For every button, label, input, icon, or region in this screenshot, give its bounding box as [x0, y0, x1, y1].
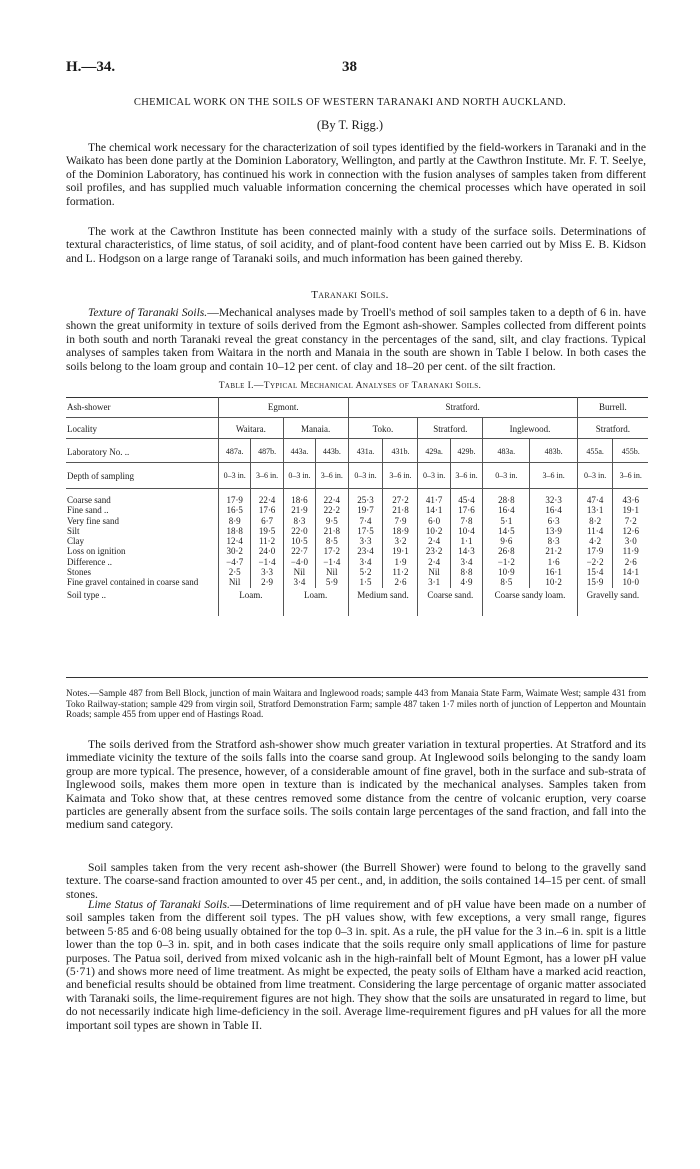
table-cell: 22·4 — [316, 489, 348, 506]
mechanical-analysis-table — [66, 397, 648, 616]
labno-cell: 483b. — [530, 439, 577, 463]
soiltype-cell: Gravelly sand. — [577, 588, 648, 616]
table-cell: 17·6 — [450, 505, 482, 515]
report-reference: H.—34. — [66, 59, 116, 75]
table-cell: 22·7 — [283, 546, 315, 556]
labno-cell: 443b. — [316, 439, 348, 463]
table-cell: 2·6 — [613, 557, 648, 567]
table-cell: 21·8 — [316, 526, 348, 536]
depth-cell: 3–6 in. — [251, 463, 283, 489]
table-cell: 10·2 — [530, 577, 577, 587]
texture-text: —Mechanical analyses made by Troell's method of soil samples taken to a depth of 6 in. have shown the great uniformity in texture of soils derived from the Egmont ash-shower. Samples collected from different points in both south and north Taranaki reveal the great constancy in the percentages of the sand, silt, and clay fractions. Typical analyses of samples taken from Waitara in the north and Manaia in the south are shown in Table I below. In both cases the soils belong to the loam group and contain 10–12 per cent. of clay and 18–20 per cent. of the silt fraction. — [66, 306, 647, 373]
table-cell: 47·4 — [577, 489, 613, 506]
row-label: Silt — [67, 525, 80, 536]
labno-cell: 429a. — [418, 439, 450, 463]
depth-cell: 0–3 in. — [577, 463, 613, 489]
labno-cell: 455b. — [613, 439, 648, 463]
row-label: Very fine sand — [67, 515, 119, 526]
table-cell: 8·5 — [316, 536, 348, 546]
table-cell: 2·6 — [383, 577, 418, 587]
lime-paragraph — [66, 898, 646, 1032]
depth-cell: 0–3 in. — [283, 463, 315, 489]
body-paragraph-2: Soil samples taken from the very recent ash-shower (the Burrell Shower) were found to belong to the gravelly sand texture. The coarse-sand fraction amounted to over 45 per cent., and, in addition, the soils contained 14–15 per cent. of small stones. — [66, 861, 646, 901]
table-cell: 8·3 — [530, 536, 577, 546]
table-cell: 1·1 — [450, 536, 482, 546]
table-cell: 9·5 — [316, 516, 348, 526]
table-cell: −4·7 — [219, 557, 251, 567]
table-cell: 16·5 — [219, 505, 251, 515]
depth-cell: 3–6 in. — [530, 463, 577, 489]
table-cell: 16·1 — [530, 567, 577, 577]
table-caption: Table I.—Typical Mechanical Analyses of Taranaki Soils. — [218, 381, 482, 391]
table-cell: 3·4 — [283, 577, 315, 587]
table-row — [66, 567, 648, 577]
table-cell: 25·3 — [348, 489, 383, 506]
table-cell: 10·4 — [450, 526, 482, 536]
labno-cell: 455a. — [577, 439, 613, 463]
row-label: Clay — [67, 536, 84, 547]
table-cell: 16·4 — [530, 505, 577, 515]
table-cell: 14·3 — [450, 546, 482, 556]
table-cell: 10·0 — [613, 577, 648, 587]
labno-cell: 487a. — [219, 439, 251, 463]
table-cell: 7·9 — [383, 516, 418, 526]
table-cell: 17·5 — [348, 526, 383, 536]
labno-cell: 483a. — [483, 439, 530, 463]
table-cell: 16·4 — [483, 505, 530, 515]
depth-label: Depth of sampling — [67, 471, 134, 481]
lime-text: —Determinations of lime requirement and of pH value have been made on a number of soil samples taken from the different soil types. The pH values show, with few exceptions, a very small range, figures between 5·85 and 6·08 being usually obtained for the top 0–3 in. spit. As a rule, the pH value for the 3 in.–6 in. spit is a little lower than the top 0–3 in. spit, and in both cases indicate that the soils require only small applications of lime for pasture purposes. The Patua soil, derived from mixed volcanic ash in the high-rainfall belt of Mount Egmont, has a lower pH value (5·71) and shows more need of lime treatment. As might be expected, the peaty soils of Eltham have a marked acid reaction, and beneficial results should be obtained from lime treatment. Considering the large percentage of organic matter associated with Taranaki soils, the lime-requirement figures are not high. They show that the soils are unsaturated in regard to lime, but do not necessarily indicate high lime-deficiency in the soil. Average lime-requirement figures and pH values for all the more important soil types are shown in Table II. — [66, 898, 646, 1032]
intro-paragraph-2: The work at the Cawthron Institute has been connected mainly with a study of the surface soils. Determinations of textural characteristics, of lime status, of soil acidity, and of plant-food content have been carried out by Miss E. B. Kidson and L. Hodgson on a large range of Taranaki soils, and much information has been gained thereby. — [66, 225, 646, 265]
table-cell: 8·8 — [450, 567, 482, 577]
table-cell: 1·5 — [348, 577, 383, 587]
texture-paragraph — [66, 306, 646, 373]
table-cell: 19·1 — [613, 505, 648, 515]
table-cell: 4·2 — [577, 536, 613, 546]
table-cell: 11·2 — [251, 536, 283, 546]
table-cell: 23·2 — [418, 546, 450, 556]
locality-cell: Waitara. — [219, 418, 284, 439]
depth-cell: 3–6 in. — [450, 463, 482, 489]
table-cell: 17·6 — [251, 505, 283, 515]
table-cell: −1·2 — [483, 557, 530, 567]
table-cell: 21·8 — [383, 505, 418, 515]
soiltype-cell: Loam. — [283, 588, 348, 616]
table-cell: 41·7 — [418, 489, 450, 506]
table-cell: 7·4 — [348, 516, 383, 526]
table-cell: 7·8 — [450, 516, 482, 526]
table-cell: 8·9 — [219, 516, 251, 526]
table-cell: 10·5 — [283, 536, 315, 546]
table-cell: 18·6 — [283, 489, 315, 506]
table-cell: 19·5 — [251, 526, 283, 536]
locality-cell: Stratford. — [418, 418, 483, 439]
locality-label: Locality — [67, 424, 97, 434]
table-cell: 10·2 — [418, 526, 450, 536]
depth-cell: 3–6 in. — [383, 463, 418, 489]
table-cell: 21·9 — [283, 505, 315, 515]
table-cell: 12·4 — [219, 536, 251, 546]
locality-cell: Inglewood. — [483, 418, 578, 439]
table-cell: 11·4 — [577, 526, 613, 536]
table-cell: Nil — [418, 567, 450, 577]
ash-group-burrell: Burrell. — [577, 398, 648, 418]
table-row — [66, 489, 648, 506]
lab-number-row — [66, 439, 648, 463]
intro-paragraph-1: The chemical work necessary for the characterization of soil types identified by the field-workers in Taranaki and in the Waikato has been done partly at the Dominion Laboratory, Wellington, and partly at the Cawthron Institute. Mr. F. T. Seelye, of the Dominion Laboratory, has continued his work in connection with the fusion analyses of samples taken from different soil profiles, and has supplied much valuable information concerning the chemical processes which have operated in soil formation. — [66, 141, 646, 208]
labno-cell: 443a. — [283, 439, 315, 463]
table-cell: 3·4 — [450, 557, 482, 567]
table-cell: Nil — [283, 567, 315, 577]
table-cell: 3·1 — [418, 577, 450, 587]
soiltype-cell: Medium sand. — [348, 588, 418, 616]
table-cell: 8·2 — [577, 516, 613, 526]
table-cell: 1·9 — [383, 557, 418, 567]
soil-type-row — [66, 588, 648, 616]
table-cell: 3·3 — [251, 567, 283, 577]
depth-cell: 0–3 in. — [219, 463, 251, 489]
table-cell: 14·1 — [418, 505, 450, 515]
table-cell: 13·9 — [530, 526, 577, 536]
table-cell: 3·0 — [613, 536, 648, 546]
table-cell: 43·6 — [613, 489, 648, 506]
texture-heading: Texture of Taranaki Soils. — [88, 306, 208, 319]
table-cell: 6·7 — [251, 516, 283, 526]
table-cell: 11·9 — [613, 546, 648, 556]
ash-group-stratford: Stratford. — [348, 398, 577, 418]
body-paragraph-1: The soils derived from the Stratford ash-shower show much greater variation in textural properties. At Stratford and its immediate vicinity the texture of the soils falls into the coarse sand group. At Inglewood soils belonging to the sandy loam group are more typical. The presence, however, of a considerable amount of fine gravel, both in the surface and sub-strata of Inglewood soils, makes them more open in texture than is indicated by the mechanical analyses. Samples taken from Kaimata and Toko show that, at these centres removed some distance from the centre of volcanic eruption, very coarse particles are generally absent from the surface soils. The soils contain large percentages of the sand fraction, and fall into the medium sand category. — [66, 738, 646, 832]
lime-heading: Lime Status of Taranaki Soils. — [88, 898, 230, 911]
table-cell: 12·6 — [613, 526, 648, 536]
table-row — [66, 505, 648, 515]
table-cell: 10·9 — [483, 567, 530, 577]
depth-row — [66, 463, 648, 489]
table-cell: 6·0 — [418, 516, 450, 526]
depth-cell: 3–6 in. — [613, 463, 648, 489]
table-cell: 3·4 — [348, 557, 383, 567]
table-row — [66, 526, 648, 536]
table-cell: 23·4 — [348, 546, 383, 556]
depth-cell: 0–3 in. — [418, 463, 450, 489]
table-cell: −1·4 — [316, 557, 348, 567]
depth-cell: 0–3 in. — [348, 463, 383, 489]
table-cell: 3·3 — [348, 536, 383, 546]
table-cell: 19·1 — [383, 546, 418, 556]
row-label: Fine gravel contained in coarse sand — [67, 577, 199, 588]
depth-cell: 3–6 in. — [316, 463, 348, 489]
table-cell: 21·2 — [530, 546, 577, 556]
table-cell: 22·0 — [283, 526, 315, 536]
table-row — [66, 577, 648, 587]
table-cell: 18·9 — [383, 526, 418, 536]
table-cell: 8·3 — [283, 516, 315, 526]
row-label: Stones — [67, 567, 92, 578]
table-cell: 24·0 — [251, 546, 283, 556]
table-cell: 15·4 — [577, 567, 613, 577]
table-cell: 8·5 — [483, 577, 530, 587]
row-label: Fine sand .. — [67, 505, 109, 516]
table-cell: 17·9 — [219, 489, 251, 506]
table-cell: −2·2 — [577, 557, 613, 567]
table-cell: 5·1 — [483, 516, 530, 526]
table-cell: 17·2 — [316, 546, 348, 556]
ash-group-egmont: Egmont. — [219, 398, 349, 418]
table-cell: −4·0 — [283, 557, 315, 567]
table-row — [66, 536, 648, 546]
table-cell: −1·4 — [251, 557, 283, 567]
table-cell: 19·7 — [348, 505, 383, 515]
table-cell: 18·8 — [219, 526, 251, 536]
table-cell: Nil — [219, 577, 251, 587]
table-cell: 14·5 — [483, 526, 530, 536]
table-cell: 14·1 — [613, 567, 648, 577]
labno-cell: 431b. — [383, 439, 418, 463]
table-cell: 22·2 — [316, 505, 348, 515]
row-label: Difference .. — [67, 556, 113, 567]
table-cell: 30·2 — [219, 546, 251, 556]
table-cell: 9·6 — [483, 536, 530, 546]
section-heading: Taranaki Soils. — [311, 289, 389, 301]
soiltype-cell: Coarse sandy loam. — [483, 588, 578, 616]
locality-cell: Stratford. — [577, 418, 648, 439]
row-label: Loss on ignition — [67, 546, 126, 557]
table-row — [66, 557, 648, 567]
table-cell: 2·4 — [418, 536, 450, 546]
table-row — [66, 516, 648, 526]
labno-cell: 429b. — [450, 439, 482, 463]
table-cell: 5·9 — [316, 577, 348, 587]
page-number: 38 — [342, 59, 357, 75]
table-bottom-rule — [66, 677, 648, 678]
article-title: CHEMICAL WORK ON THE SOILS OF WESTERN TARANAKI AND NORTH AUCKLAND. — [133, 97, 567, 108]
labno-cell: 487b. — [251, 439, 283, 463]
ash-shower-label: Ash-shower — [67, 402, 111, 412]
data-rows — [66, 489, 648, 588]
depth-cell: 0–3 in. — [483, 463, 530, 489]
soiltype-cell: Coarse sand. — [418, 588, 483, 616]
table-cell: 2·9 — [251, 577, 283, 587]
table-cell: 1·6 — [530, 557, 577, 567]
table-row — [66, 546, 648, 556]
table-cell: 15·9 — [577, 577, 613, 587]
table-cell: 26·8 — [483, 546, 530, 556]
table-cell: Nil — [316, 567, 348, 577]
table-cell: 32·3 — [530, 489, 577, 506]
locality-cell: Toko. — [348, 418, 418, 439]
soiltype-cell: Loam. — [219, 588, 284, 616]
table-cell: 2·4 — [418, 557, 450, 567]
table-cell: 27·2 — [383, 489, 418, 506]
table-cell: 13·1 — [577, 505, 613, 515]
article-author: (By T. Rigg.) — [316, 118, 384, 132]
soiltype-label: Soil type .. — [67, 589, 107, 600]
locality-cell: Manaia. — [283, 418, 348, 439]
table-cell: 4·9 — [450, 577, 482, 587]
table-cell: 6·3 — [530, 516, 577, 526]
table-cell: 45·4 — [450, 489, 482, 506]
table-cell: 7·2 — [613, 516, 648, 526]
row-label: Coarse sand — [67, 495, 111, 505]
table-cell: 2·5 — [219, 567, 251, 577]
table-cell: 5·2 — [348, 567, 383, 577]
page-header — [66, 59, 650, 81]
table-cell: 3·2 — [383, 536, 418, 546]
labno-label: Laboratory No. .. — [67, 447, 130, 457]
table-notes: Notes.—Sample 487 from Bell Block, junction of main Waitara and Inglewood roads; sample 443 from Manaia State Farm, Waimate West; sample 431 from Toko Railway-station; sample 429 from virgin soil, Stratford Demonstration Farm; sample 487 taken 1·7 miles north of junction of Lepperton and Mountain Roads; sample 455 from upper end of Hastings Road. — [66, 688, 646, 720]
table-cell: 17·9 — [577, 546, 613, 556]
table-cell: 22·4 — [251, 489, 283, 506]
table-cell: 11·2 — [383, 567, 418, 577]
labno-cell: 431a. — [348, 439, 383, 463]
table-cell: 28·8 — [483, 489, 530, 506]
